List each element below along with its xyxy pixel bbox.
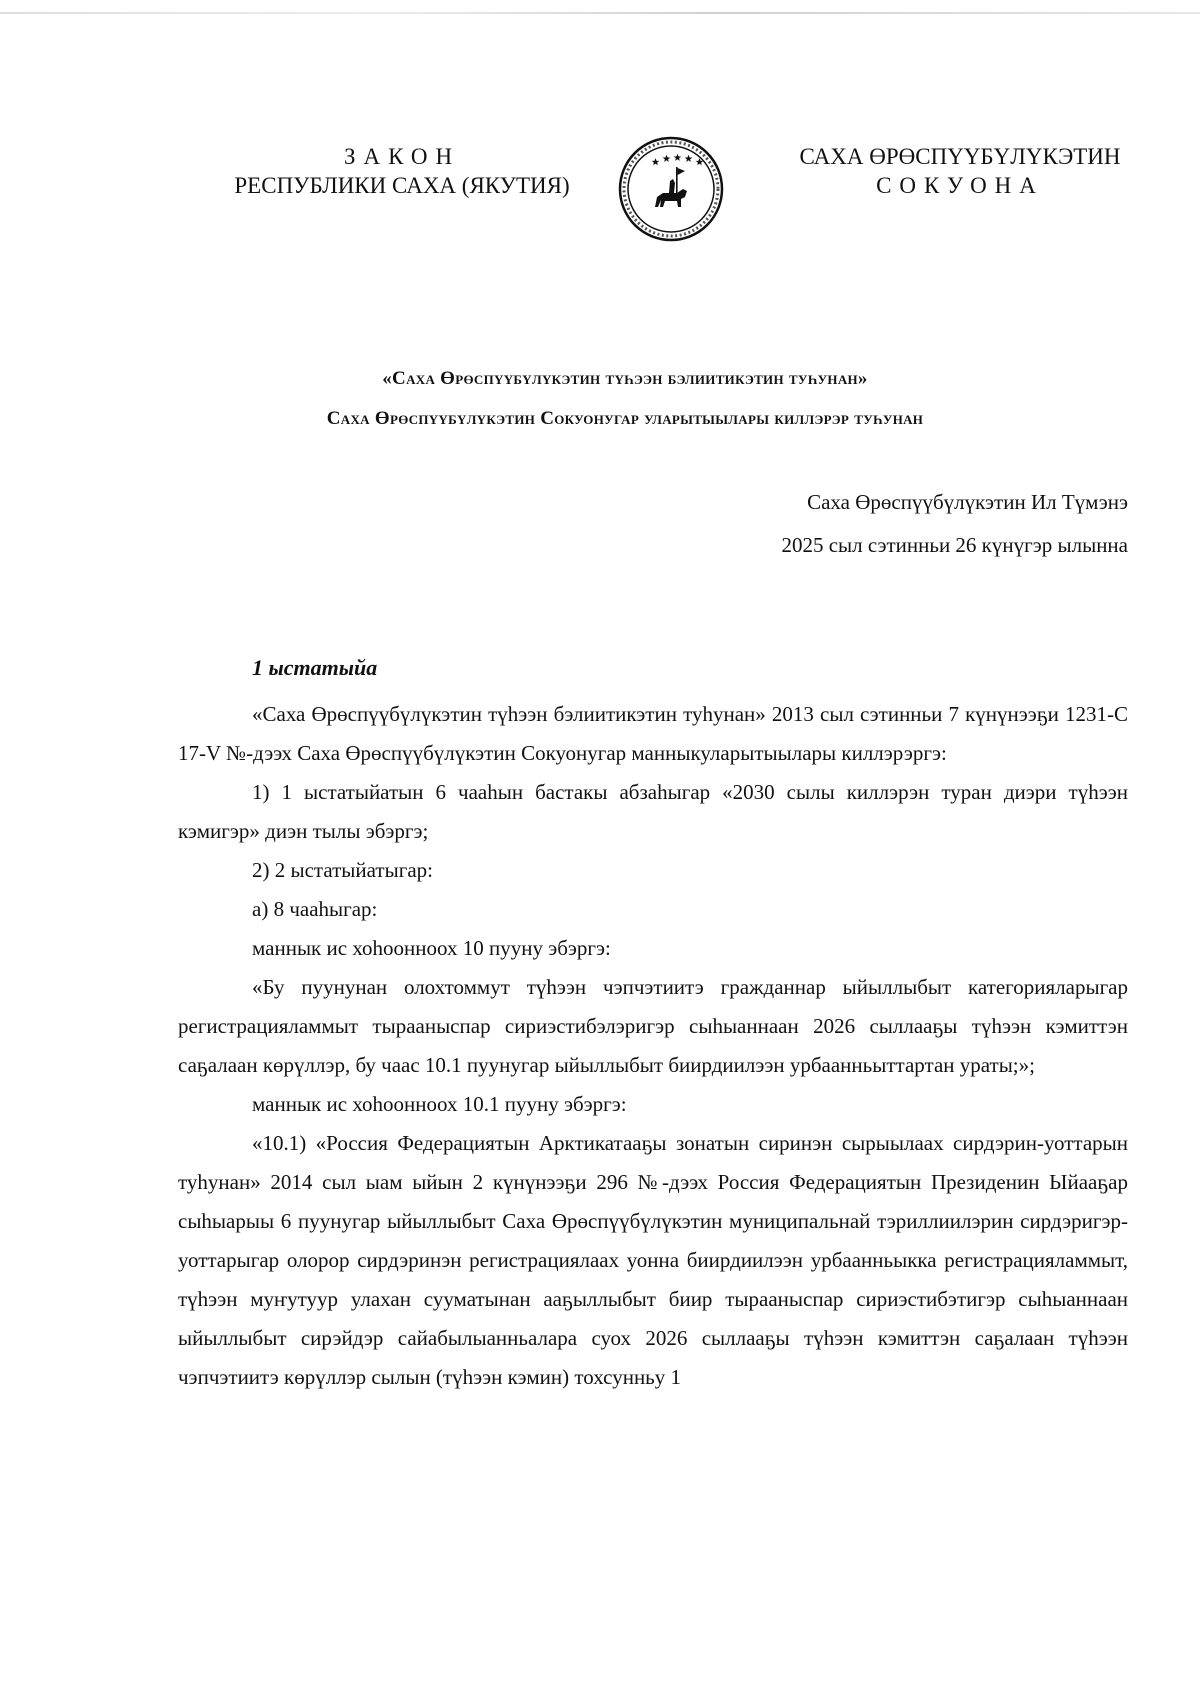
header-law-word-sakha: СОКУОНА xyxy=(876,173,1044,198)
header-republic-name-sakha: САХА ӨРӨСПҮҮБҮЛҮКЭТИН xyxy=(799,144,1121,169)
article-paragraph: маннык ис хоһоонноох 10.1 пууну эбэргэ: xyxy=(252,1092,627,1116)
article-paragraph: «10.1) «Россия Федерациятын Арктикатааҕы зонатын сиринэн сырыылаах сирдэрин-уоттарын туһунан» 2014 сыл ыам ыйын 2 күнүнээҕи 296 №-дээх Россия Федерациятын Президенин Ыйааҕар сыһыарыы 6 пуунугар ыйыллыбыт Саха Өрөспүүбүлүкэтин муниципальнай тэриллиилэрин сирдэригэр-уоттарыгар олорор сирдэринэн регистрациялаах уонна биирдиилээн урбаанньыкка регистрацияламмыт, түһээн муҥутуур улахан сууматынан ааҕыллыбыт биир тырааныспар сириэстибэтигэр сыһыаннаан ыйыллыбыт сирэйдэр сайабылыанньалара суох 2026 сыллааҕы түһээн кэмиттэн саҕалаан түһээн чэпчэтиитэ көрүллэр сылын (түһээн кэмин) тохсунньу 1 xyxy=(178,1131,1128,1389)
adoption-date: 2025 сыл сэтинньи 26 күнүгэр ылынна xyxy=(781,533,1128,557)
article-paragraph: маннык ис хоһоонноох 10 пууну эбэргэ: xyxy=(252,936,611,960)
article-body xyxy=(178,695,1128,1397)
scan-edge-artifact xyxy=(0,12,1200,14)
header-law-word: ЗАКОН xyxy=(343,144,461,169)
header-sakha xyxy=(770,142,1150,200)
document-title-line2: Саха Өрөспүүбүлүкэтин Сокуонугар уларытыылары киллэрэр туһунан xyxy=(326,408,924,429)
article-paragraph: 2) 2 ыстатыйатыгар: xyxy=(252,858,433,882)
adopting-body: Саха Өрөспүүбүлүкэтин Ил Түмэнэ xyxy=(807,490,1128,514)
article-paragraph: 1) 1 ыстатыйатын 6 чааһын бастакы абзаһыгар «2030 сылы киллэрэн туран диэри түһээн кэмигэр» диэн тылы эбэргэ; xyxy=(178,780,1128,843)
document-title-line1: «Саха Өрөспүүбүлүкэтин түһээн бэлиитикэтин туһунан» xyxy=(382,368,868,389)
article-paragraph: а) 8 чааһыгар: xyxy=(252,897,378,921)
header-russian xyxy=(212,142,592,200)
header-republic-name-ru: РЕСПУБЛИКИ САХА (ЯКУТИЯ) xyxy=(234,173,570,198)
republic-of-sakha-coat-of-arms-icon xyxy=(617,135,725,243)
article-paragraph: «Саха Өрөспүүбүлүкэтин түһээн бэлиитикэтин туһунан» 2013 сыл сэтинньи 7 күнүнээҕи 1231-С 17-V №-дээх Саха Өрөспүүбүлүкэтин Сокуонугар манныкуларытыылары киллэрэргэ: xyxy=(178,702,1128,765)
article-paragraph: «Бу пуунунан олохтоммут түһээн чэпчэтиитэ гражданнар ыйыллыбыт категорияларыгар регистрацияламмыт тырааныспар сириэстибэлэригэр сыһыаннаан 2026 сыллааҕы түһээн кэмиттэн саҕалаан көрүллэр, бу чаас 10.1 пуунугар ыйыллыбыт биирдиилээн урбаанньыттартан ураты;»; xyxy=(178,975,1128,1077)
article-heading: 1 ыстатыйа xyxy=(252,655,378,680)
